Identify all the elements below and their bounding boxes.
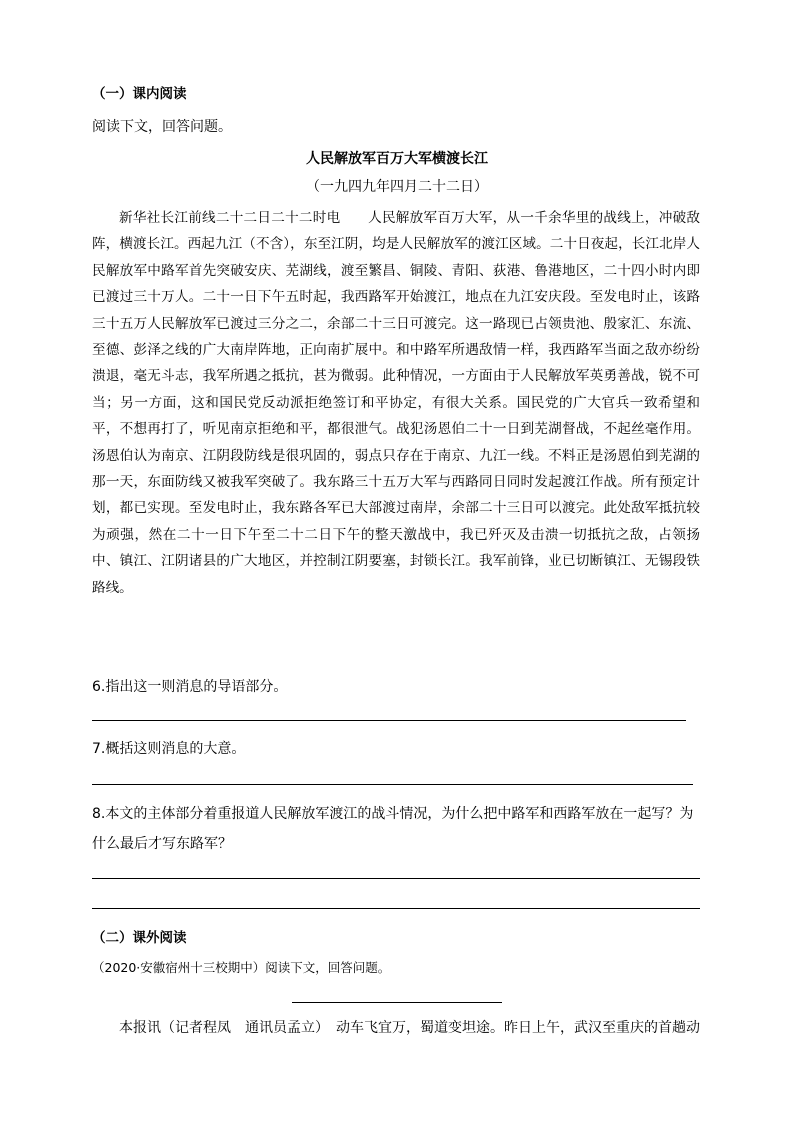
section-heading-in-class: （一）课内阅读	[92, 86, 187, 102]
answer-line-8a[interactable]	[92, 878, 700, 879]
separator-rule	[292, 1002, 502, 1003]
article-title: 人民解放军百万大军横渡长江	[306, 151, 488, 167]
question-7: 7.概括这则消息的大意。	[92, 741, 246, 757]
question-8: 8.本文的主体部分着重报道人民解放军渡江的战斗情况，为什么把中路军和西路军放在一起写？为什么最后才写东路军？	[92, 806, 694, 852]
answer-line-8b[interactable]	[92, 908, 700, 909]
extra-article-first-line: 本报讯（记者程凤 通讯员孟立） 动车飞宜万，蜀道变坦途。昨日上午，武汉至重庆的首趟动	[119, 1020, 700, 1036]
answer-line-7[interactable]	[92, 784, 693, 785]
article-date: （一九四九年四月二十二日）	[306, 179, 488, 195]
section-heading-extra: （二）课外阅读	[92, 930, 187, 946]
reading-instruction: 阅读下文，回答问题。	[92, 119, 232, 135]
source-note: （2020·安徽宿州十三校期中）阅读下文，回答问题。	[92, 960, 391, 975]
answer-line-6[interactable]	[92, 720, 686, 721]
article-body: 新华社长江前线二十二日二十二时电 人民解放军百万大军，从一千余华里的战线上，冲破敌阵，横渡长江。西起九江（不含），东至江阴，均是人民解放军的渡江区域。二十日夜起，长江北岸人民解放军中路军首先突破安庆、芜湖线，渡至繁昌、铜陵、青阳、荻港、鲁港地区，二十四小时内即已渡过三十万人。二十一日下午五时起，我西路军开始渡江，地点在九江安庆段。至发电时止，该路三十五万人民解放军已渡过三分之二，余部二十三日可渡完。这一路现已占领贵池、殷家汇、东流、至德、彭泽之线的广大南岸阵地，正向南扩展中。和中路军所遇敌情一样，我西路军当面之敌亦纷纷溃退，毫无斗志，我军所遇之抵抗，甚为微弱。此种情况，一方面由于人民解放军英勇善战，锐不可当；另一方面，这和国民党反动派拒绝签订和平协定，有很大关系。国民党的广大官兵一致希望和平，不想再打了，听见南京拒绝和平，都很泄气。战犯汤恩伯二十一日到芜湖督战，不起丝毫作用。汤恩伯认为南京、江阴段防线是很巩固的，弱点只存在于南京、九江一线。不料正是汤恩伯到芜湖的那一天，东面防线又被我军突破了。我东路三十五万大军与西路同日同时发起渡江作战。所有预定计划，都已实现。至发电时止，我东路各军已大部渡过南岸，余部二十三日可以渡完。此处敌军抵抗较为顽强，然在二十一日下午至二十二日下午的整天激战中，我已歼灭及击溃一切抵抗之敌，占领扬中、镇江、江阴诸县的广大地区，并控制江阴要塞，封锁长江。我军前锋，业已切断镇江、无锡段铁路线。	[92, 210, 700, 596]
question-6: 6.指出这一则消息的导语部分。	[92, 679, 288, 695]
